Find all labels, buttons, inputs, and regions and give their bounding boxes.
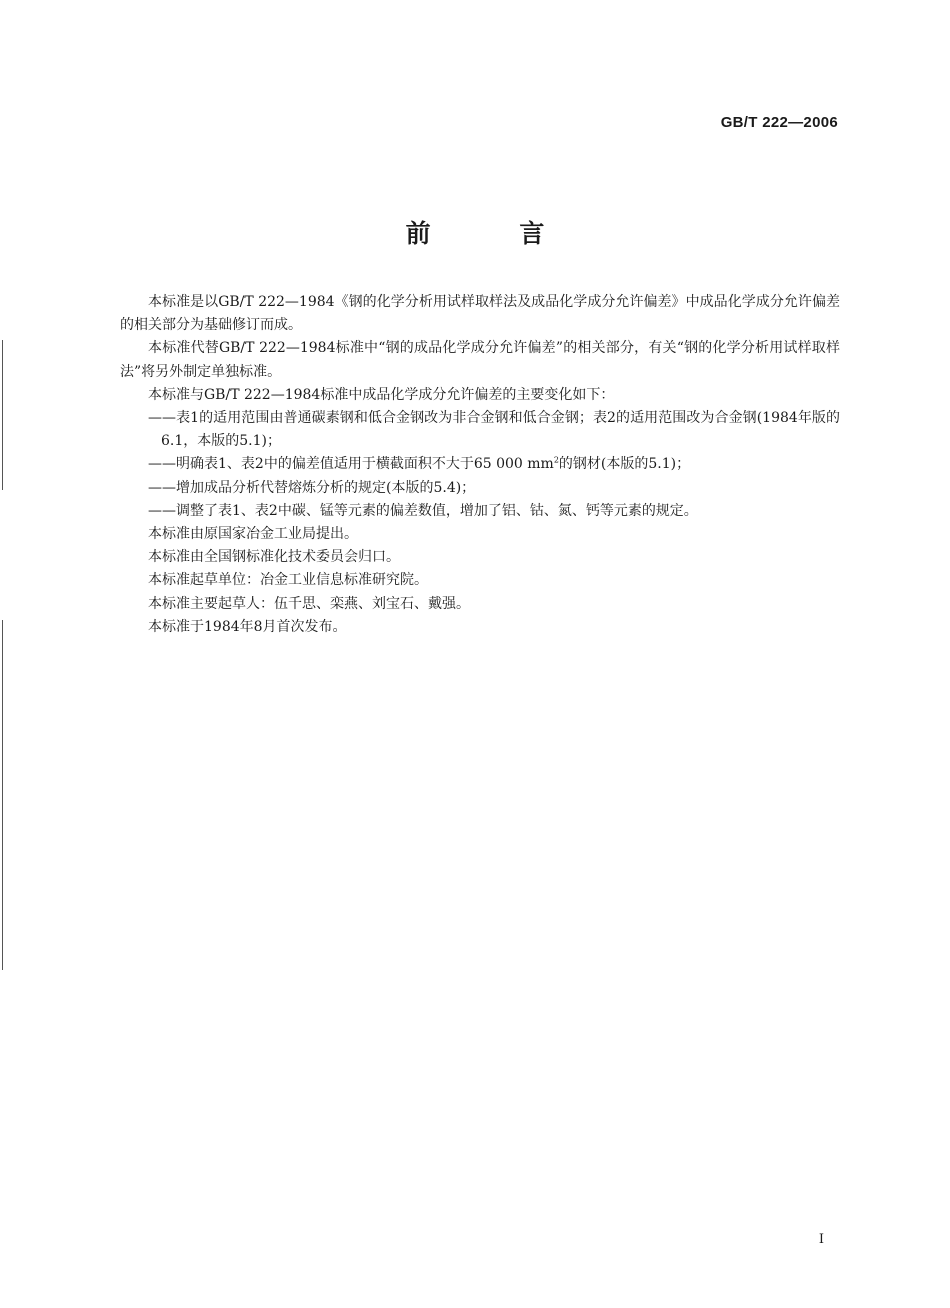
list-item: ——表1的适用范围由普通碳素钢和低合金钢改为非合金钢和低合金钢；表2的适用范围改为合金钢(1984年版的6.1，本版的5.1)； [148,410,840,450]
paragraph: 本标准主要起草人：伍千思、栾燕、刘宝石、戴强。 [148,595,470,612]
paragraph: 本标准起草单位：冶金工业信息标准研究院。 [148,572,428,589]
list-item-text: 的钢材(本版的5.1)； [558,456,691,473]
paragraph: 本标准于1984年8月首次发布。 [148,618,347,635]
list-item-text: ——明确表1、表2中的偏差值适用于横截面积不大于65 000 mm [148,456,554,473]
paragraph: 本标准与GB/T 222—1984标准中成品化学成分允许偏差的主要变化如下： [148,386,615,403]
list-item: ——调整了表1、表2中碳、锰等元素的偏差数值，增加了铝、钴、氮、钙等元素的规定。 [148,502,698,519]
paragraph: 本标准是以GB/T 222—1984《钢的化学分析用试样取样法及成品化学成分允许偏差》中成品化学成分允许偏差的相关部分为基础修订而成。 [120,294,840,334]
page-title: 前 言 [405,219,585,248]
superscript: 2 [553,455,559,465]
paragraph: 本标准代替GB/T 222—1984标准中“钢的成品化学成分允许偏差”的相关部分，有关“钢的化学分析用试样取样法”将另外制定单独标准。 [120,340,840,380]
preface-body [120,291,840,639]
list-item [120,453,840,476]
scan-margin-line [2,620,3,970]
standard-number: GB/T 222—2006 [720,114,838,131]
paragraph: 本标准由全国钢标准化技术委员会归口。 [148,549,400,566]
page-number: I [818,1232,824,1247]
paragraph: 本标准由原国家冶金工业局提出。 [148,526,358,543]
scan-margin-line [2,340,3,490]
list-item: ——增加成品分析代替熔炼分析的规定(本版的5.4)； [148,479,476,496]
